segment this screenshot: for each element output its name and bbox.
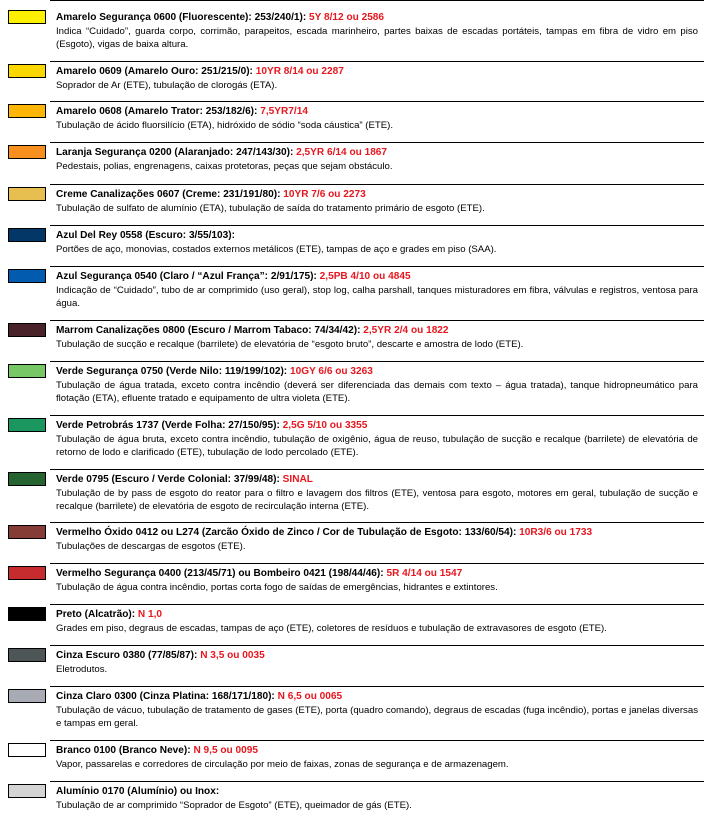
entry-divider — [50, 604, 704, 605]
color-swatch — [8, 743, 46, 757]
color-title — [56, 189, 366, 201]
entry-divider — [50, 415, 704, 416]
color-code: 7,5YR7/14 — [260, 106, 308, 117]
color-title — [56, 147, 387, 159]
color-title — [56, 325, 449, 337]
color-swatch — [8, 104, 46, 118]
color-title — [56, 366, 373, 378]
color-name: Laranja Segurança 0200 (Alaranjado: 247/143/30): — [56, 147, 294, 158]
color-name: Vermelho Segurança 0400 (213/45/71) ou Bombeiro 0421 (198/44/46): — [56, 568, 384, 579]
color-title — [56, 420, 367, 432]
color-title — [56, 230, 235, 242]
color-title — [56, 527, 592, 539]
entry-divider — [50, 645, 704, 646]
color-name: Creme Canalizações 0607 (Creme: 231/191/80): — [56, 189, 281, 200]
color-usage: Vapor, passarelas e corredores de circulação por meio de faixas, zonas de segurança e de armazenagem. — [56, 759, 509, 770]
entry-divider — [50, 225, 704, 226]
color-swatch — [8, 418, 46, 432]
color-usage: Tubulação de água bruta, exceto contra incêndio, tubulação de oxigênio, água de reuso, tubulação de sucção e recalque (barrilete) de elevatória de retorno de lodo e clarificado (ETE), tubulação de lodo percolado (ETE). — [56, 434, 698, 458]
color-name: Preto (Alcatrão): — [56, 609, 136, 620]
entry-divider — [50, 361, 704, 362]
color-title — [56, 106, 308, 118]
color-usage: Tubulação de ar comprimido “Soprador de Esgoto” (ETE), queimador de gás (ETE). — [56, 800, 412, 811]
entry-divider — [50, 61, 704, 62]
color-swatch — [8, 64, 46, 78]
color-swatch — [8, 10, 46, 24]
color-usage: Portões de aço, monovias, costados externos metálicos (ETE), tampas de aço e grades em piso (SAA). — [56, 244, 497, 255]
color-title — [56, 12, 384, 24]
color-swatch — [8, 784, 46, 798]
color-title — [56, 691, 342, 703]
color-name: Cinza Escuro 0380 (77/85/87): — [56, 650, 198, 661]
color-code: 10R3/6 ou 1733 — [519, 527, 593, 538]
color-title — [56, 271, 411, 283]
color-name: Alumínio 0170 (Alumínio) ou Inox: — [56, 786, 220, 797]
color-title — [56, 745, 258, 757]
color-code: 5Y 8/12 ou 2586 — [309, 12, 385, 23]
color-swatch — [8, 525, 46, 539]
color-title — [56, 786, 219, 798]
color-code: N 9,5 ou 0095 — [193, 745, 258, 756]
color-name: Cinza Claro 0300 (Cinza Platina: 168/171/180): — [56, 691, 275, 702]
color-code: N 6,5 ou 0065 — [277, 691, 343, 702]
color-usage: Tubulação de água contra incêndio, portas corta fogo de saídas de emergências, hidrantes e extintores. — [56, 582, 498, 593]
entry-divider — [50, 142, 704, 143]
color-code: 2,5PB 4/10 ou 4845 — [319, 271, 411, 282]
color-title — [56, 474, 313, 486]
color-code: 10YR 7/6 ou 2273 — [283, 189, 366, 200]
color-usage: Pedestais, polias, engrenagens, caixas protetoras, peças que sejam obstáculo. — [56, 161, 393, 172]
color-swatch — [8, 364, 46, 378]
color-usage: Indica “Cuidado”, guarda corpo, corrimão, parapeitos, escada marinheiro, partes baixas de escadas portáteis, tampas em fibra de vidro em piso (Esgoto), vigas de baixa altura. — [56, 26, 698, 50]
entry-divider — [50, 320, 704, 321]
color-name: Verde Petrobrás 1737 (Verde Folha: 27/150/95): — [56, 420, 280, 431]
color-usage: Tubulação de sulfato de alumínio (ETA), tubulação de saída do tratamento primário de esgoto (ETE). — [56, 203, 485, 214]
color-swatch — [8, 228, 46, 242]
color-code: N 1,0 — [137, 609, 163, 620]
color-swatch — [8, 187, 46, 201]
entry-divider — [50, 184, 704, 185]
color-title — [56, 66, 344, 78]
color-swatch — [8, 145, 46, 159]
color-swatch — [8, 607, 46, 621]
color-name: Amarelo Segurança 0600 (Fluorescente): 253/240/1): — [56, 12, 307, 23]
color-name: Branco 0100 (Branco Neve): — [56, 745, 191, 756]
color-name: Azul Segurança 0540 (Claro / “Azul França”: 2/91/175): — [56, 271, 317, 282]
color-usage: Tubulações de descargas de esgotos (ETE). — [56, 541, 246, 552]
color-name: Amarelo 0609 (Amarelo Ouro: 251/215/0): — [56, 66, 253, 77]
color-usage: Tubulação de sucção e recalque (barrilete) de elevatória de “esgoto bruto”, descarte e amostra de lodo (ETE). — [56, 339, 524, 350]
color-usage: Tubulação de by pass de esgoto do reator para o filtro e lavagem dos filtros (ETE), ventosa para esgoto, motores em geral, tubulação de sucção e recalque (barrilete) de elevatória de esgoto de recirculação interna (ETE). — [56, 488, 698, 512]
color-code: 10GY 6/6 ou 3263 — [289, 366, 373, 377]
color-name: Marrom Canalizações 0800 (Escuro / Marrom Tabaco: 74/34/42): — [56, 325, 361, 336]
entry-divider — [50, 266, 704, 267]
color-swatch — [8, 689, 46, 703]
color-code: 2,5YR 2/4 ou 1822 — [363, 325, 449, 336]
color-swatch — [8, 566, 46, 580]
color-title — [56, 650, 265, 662]
color-code: N 3,5 ou 0035 — [200, 650, 265, 661]
color-code: 5R 4/14 ou 1547 — [386, 568, 463, 579]
color-swatch — [8, 648, 46, 662]
color-title — [56, 568, 462, 580]
color-usage: Tubulação de ácido fluorsilício (ETA), hidróxido de sódio “soda cáustica” (ETE). — [56, 120, 393, 131]
color-usage: Indicação de “Cuidado”, tubo de ar comprimido (uso geral), stop log, calha parshall, tanques misturadores em fibra, válvulas e registros, ventosa para água. — [56, 285, 698, 309]
color-name: Verde 0795 (Escuro / Verde Colonial: 37/99/48): — [56, 474, 280, 485]
color-usage: Grades em piso, degraus de escadas, tampas de aço (ETE), coletores de resíduos e tubulação de extravasores de esgoto (ETE). — [56, 623, 607, 634]
color-swatch — [8, 472, 46, 486]
color-title — [56, 609, 162, 621]
color-usage: Soprador de Ar (ETE), tubulação de clorogás (ETA). — [56, 80, 278, 91]
color-code: 2,5YR 6/14 ou 1867 — [296, 147, 388, 158]
color-name: Azul Del Rey 0558 (Escuro: 3/55/103): — [56, 230, 235, 241]
color-usage: Tubulação de água tratada, exceto contra incêndio (deverá ser diferenciada das demais com texto – água tratada), tanque hidropneumático para flotação (ETA), efluente tratado e equipamento de ultra violeta (ETE). — [56, 380, 698, 404]
color-name: Amarelo 0608 (Amarelo Trator: 253/182/6): — [56, 106, 258, 117]
color-usage: Tubulação de vácuo, tubulação de tratamento de gases (ETE), porta (quadro comando), degraus de escadas (fuga incêndio), portas e janelas diversas e tampas em geral. — [56, 705, 698, 729]
entry-divider — [50, 101, 704, 102]
color-swatch — [8, 269, 46, 283]
color-usage: Eletrodutos. — [56, 664, 108, 675]
color-name: Verde Segurança 0750 (Verde Nilo: 119/199/102): — [56, 366, 288, 377]
entry-divider — [50, 563, 704, 564]
color-name: Vermelho Óxido 0412 ou L274 (Zarcão Óxido de Zinco / Cor de Tubulação de Esgoto: 133/60/54): — [56, 527, 517, 538]
color-code: 2,5G 5/10 ou 3355 — [282, 420, 368, 431]
color-swatch — [8, 323, 46, 337]
color-code: SINAL — [282, 474, 313, 485]
entry-divider — [50, 469, 704, 470]
entry-divider — [50, 522, 704, 523]
entry-divider — [50, 686, 704, 687]
entry-divider — [50, 740, 704, 741]
color-code: 10YR 8/14 ou 2287 — [255, 66, 344, 77]
entry-divider — [50, 781, 704, 782]
